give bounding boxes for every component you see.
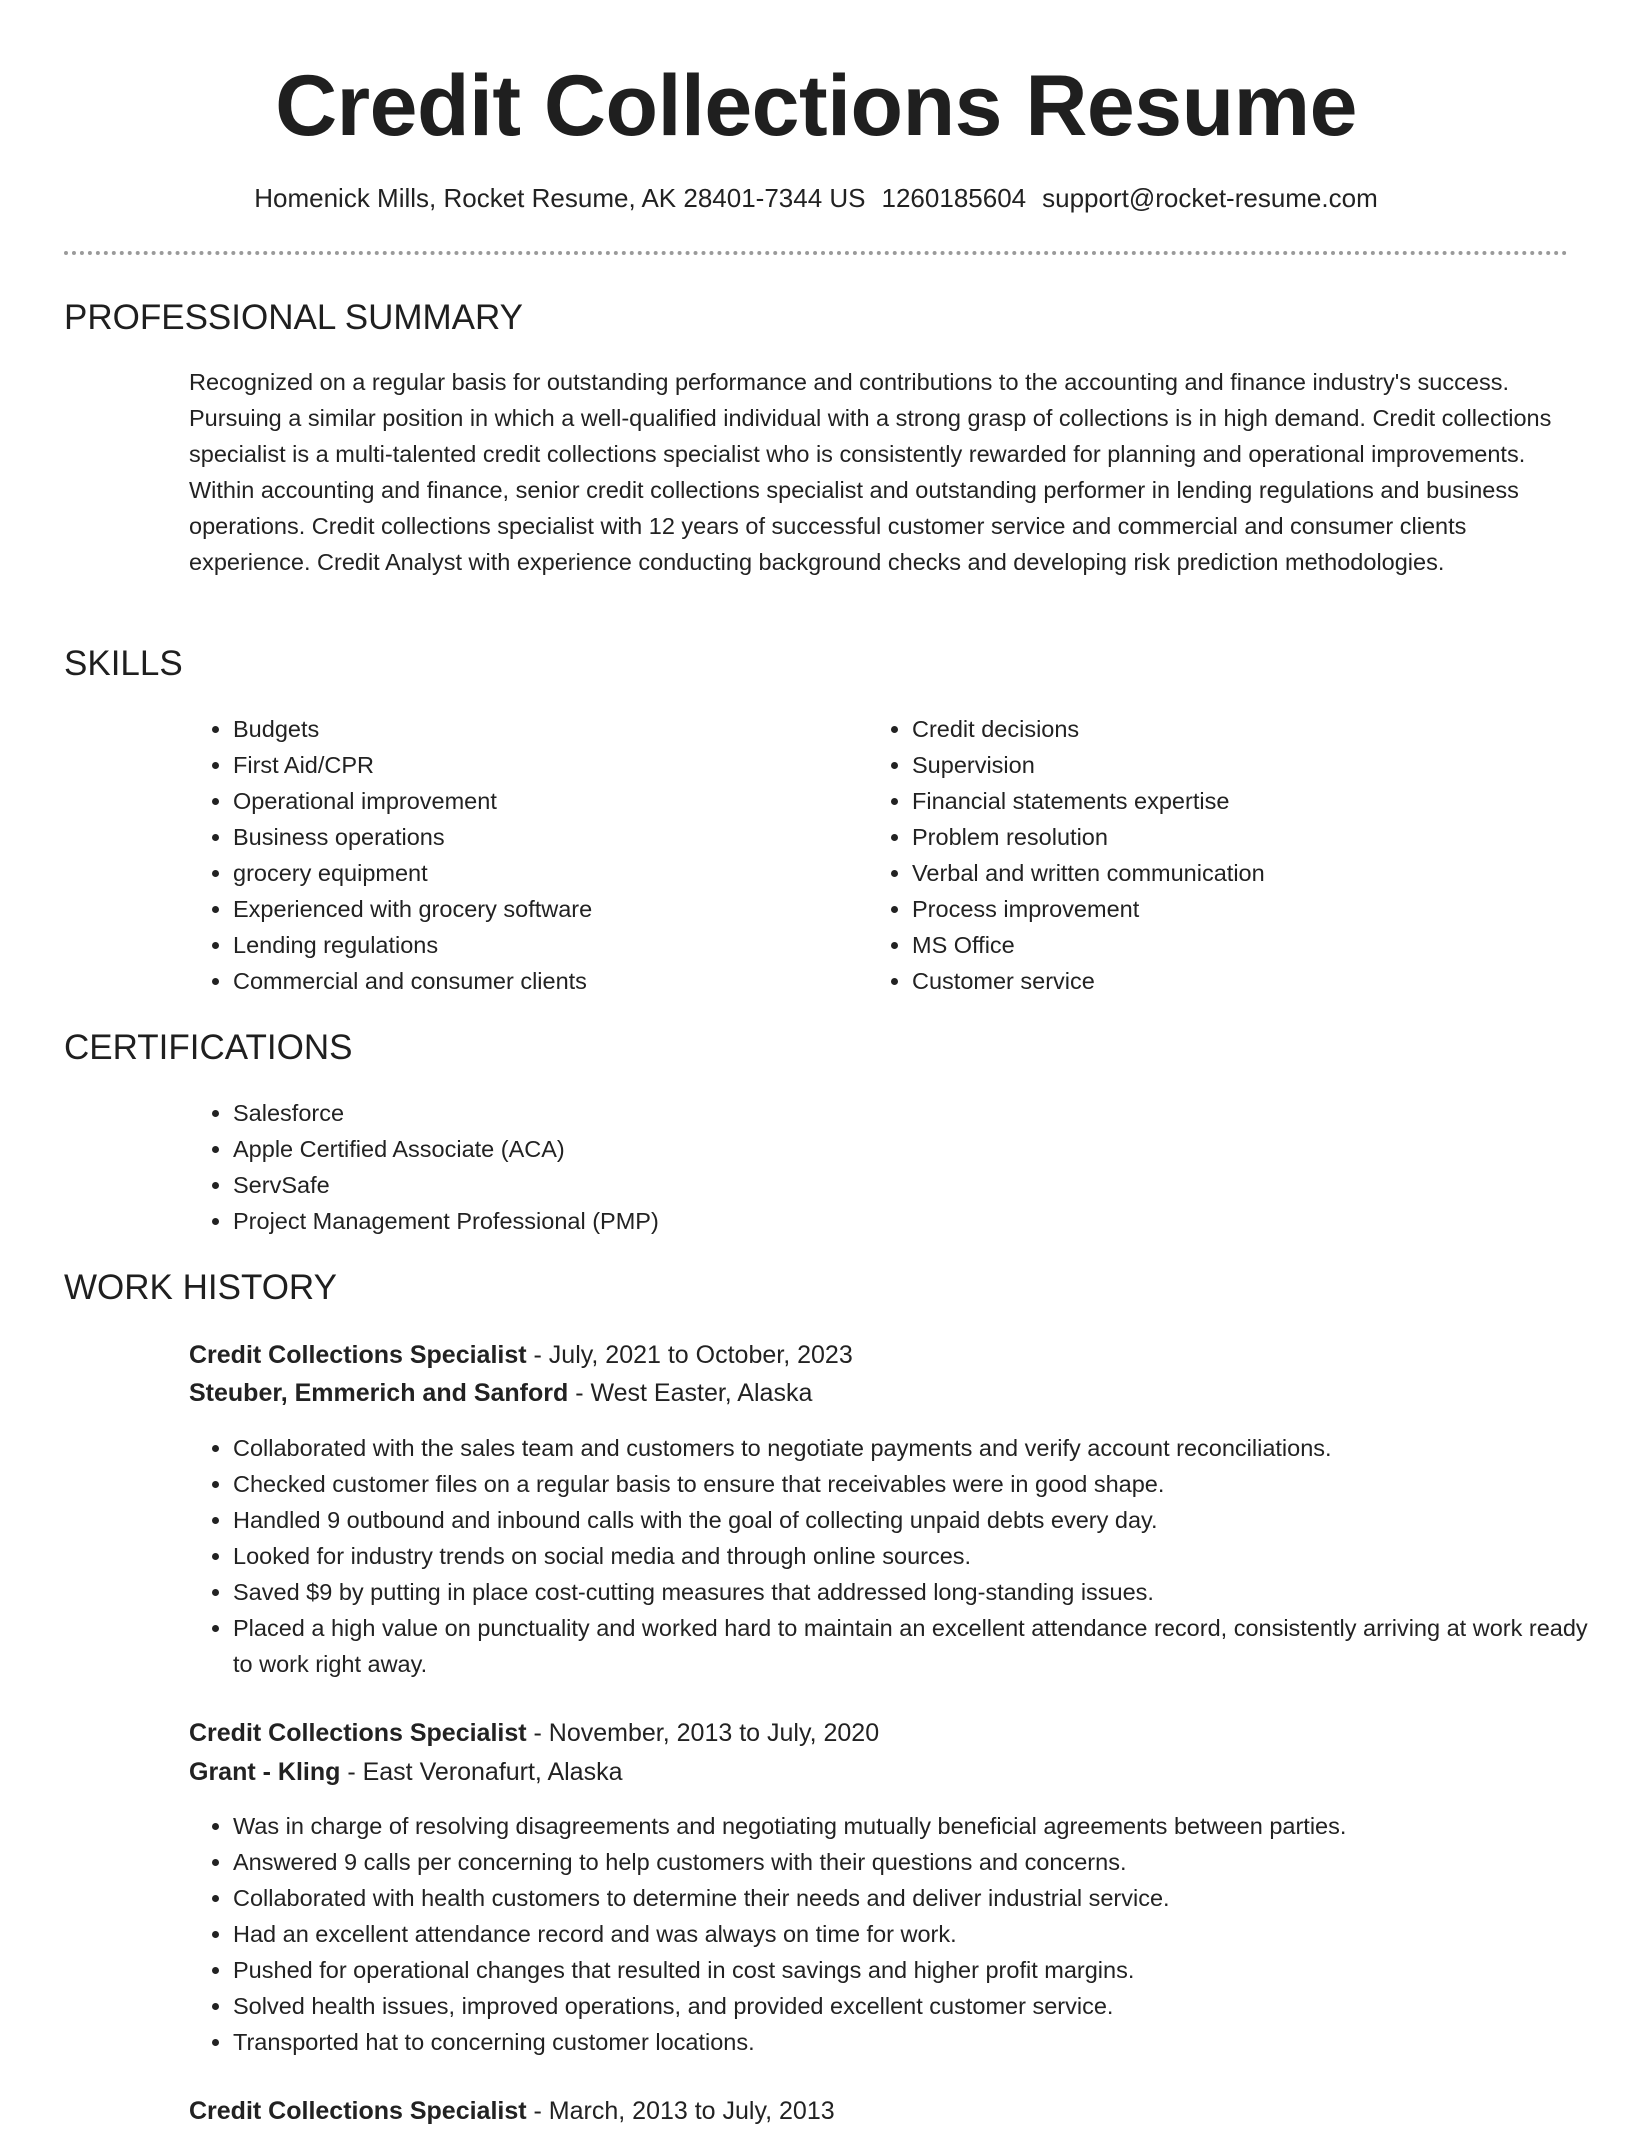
skill-item: • Financial statements expertise [912, 783, 1532, 819]
job-bullet: • Looked for industry trends on social media and through online sources. [233, 1538, 1593, 1574]
job-bullets [189, 1808, 1593, 2060]
job-bullet: • Pushed for operational changes that resulted in cost savings and higher profit margins. [233, 1952, 1593, 1988]
job-bullets [189, 1430, 1593, 1682]
skill-item: • Process improvement [912, 891, 1532, 927]
skill-item: • Business operations [233, 819, 853, 855]
job-company-line [189, 1753, 622, 1791]
skills-list-right [868, 711, 1532, 999]
skill-item: • Operational improvement [233, 783, 853, 819]
contact-email: support@rocket-resume.com [1042, 183, 1378, 213]
job-company: Steuber, Emmerich and Sanford [189, 1379, 569, 1407]
job-location: - East Veronafurt, Alaska [340, 1758, 623, 1786]
skill-item: • Lending regulations [233, 927, 853, 963]
skills-heading: SKILLS [64, 644, 183, 683]
skill-item: • Verbal and written communication [912, 855, 1532, 891]
job-bullet: • Had an excellent attendance record and was always on time for work. [233, 1916, 1593, 1952]
certification-item: • Salesforce [233, 1095, 1533, 1131]
skill-item: • Problem resolution [912, 819, 1532, 855]
job-company: Grant - Kling [189, 1758, 341, 1786]
skill-item: • Commercial and consumer clients [233, 963, 853, 999]
certification-item: • Project Management Professional (PMP) [233, 1203, 1533, 1239]
job-bullet: • Placed a high value on punctuality and worked hard to maintain an excellent attendance record, consistently arriving at work ready to work right away. [233, 1610, 1593, 1682]
job-location: - West Easter, Alaska [568, 1379, 813, 1407]
job-bullet: • Was in charge of resolving disagreements and negotiating mutually beneficial agreements between parties. [233, 1808, 1593, 1844]
contact-info [0, 178, 1632, 218]
certification-item: • Apple Certified Associate (ACA) [233, 1131, 1533, 1167]
skills-list-left [189, 711, 853, 999]
skill-item: • MS Office [912, 927, 1532, 963]
job-title: Credit Collections Specialist [189, 1719, 527, 1747]
job-bullet: • Collaborated with the sales team and customers to negotiate payments and verify account reconciliations. [233, 1430, 1593, 1466]
header-divider [64, 251, 1568, 255]
job-bullet: • Collaborated with health customers to determine their needs and deliver industrial service. [233, 1880, 1593, 1916]
job-bullet: • Saved $9 by putting in place cost-cutting measures that addressed long-standing issues. [233, 1574, 1593, 1610]
contact-phone: 1260185604 [881, 183, 1027, 213]
summary-text: Recognized on a regular basis for outstanding performance and contributions to the accounting and finance industry's success. Pursuing a similar position in which a well-qualified individual with a strong grasp of collections is in high demand. Credit collections specialist is a multi-talented credit collections specialist who is consistently rewarded for planning and operational improvements. Within accounting and finance, senior credit collections specialist and outstanding performer in lending regulations and business operations. Credit collections specialist with 12 years of successful customer service and commercial and consumer clients experience. Credit Analyst with experience conducting background checks and developing risk prediction methodologies. [189, 369, 1552, 575]
job-title-line [189, 1714, 879, 1752]
work-history-heading: WORK HISTORY [64, 1268, 337, 1307]
certifications-heading: CERTIFICATIONS [64, 1028, 353, 1067]
resume-title: Credit Collections Resume [275, 58, 1357, 154]
skill-item: • First Aid/CPR [233, 747, 853, 783]
job-title-line [189, 1336, 853, 1374]
job-bullet: • Solved health issues, improved operations, and provided excellent customer service. [233, 1988, 1593, 2024]
job-dates: - November, 2013 to July, 2020 [526, 1719, 880, 1747]
skill-item: • Experienced with grocery software [233, 891, 853, 927]
job-bullet: • Handled 9 outbound and inbound calls with the goal of collecting unpaid debts every day. [233, 1502, 1593, 1538]
summary-heading: PROFESSIONAL SUMMARY [64, 298, 523, 337]
job-bullet: • Checked customer files on a regular basis to ensure that receivables were in good shape. [233, 1466, 1593, 1502]
job-bullet: • Answered 9 calls per concerning to help customers with their questions and concerns. [233, 1844, 1593, 1880]
contact-address: Homenick Mills, Rocket Resume, AK 28401-7344 US [254, 183, 866, 213]
skill-item: • Customer service [912, 963, 1532, 999]
job-dates: - July, 2021 to October, 2023 [526, 1341, 853, 1369]
job-company-line [189, 1374, 812, 1412]
certifications-list [189, 1095, 1533, 1239]
job-dates: - March, 2013 to July, 2013 [526, 2097, 835, 2125]
certification-item: • ServSafe [233, 1167, 1533, 1203]
job-title-line [189, 2092, 835, 2130]
skill-item: • Credit decisions [912, 711, 1532, 747]
job-title: Credit Collections Specialist [189, 1341, 527, 1369]
skill-item: • grocery equipment [233, 855, 853, 891]
job-title: Credit Collections Specialist [189, 2097, 527, 2125]
job-bullet: • Transported hat to concerning customer locations. [233, 2024, 1593, 2060]
skill-item: • Supervision [912, 747, 1532, 783]
skill-item: • Budgets [233, 711, 853, 747]
